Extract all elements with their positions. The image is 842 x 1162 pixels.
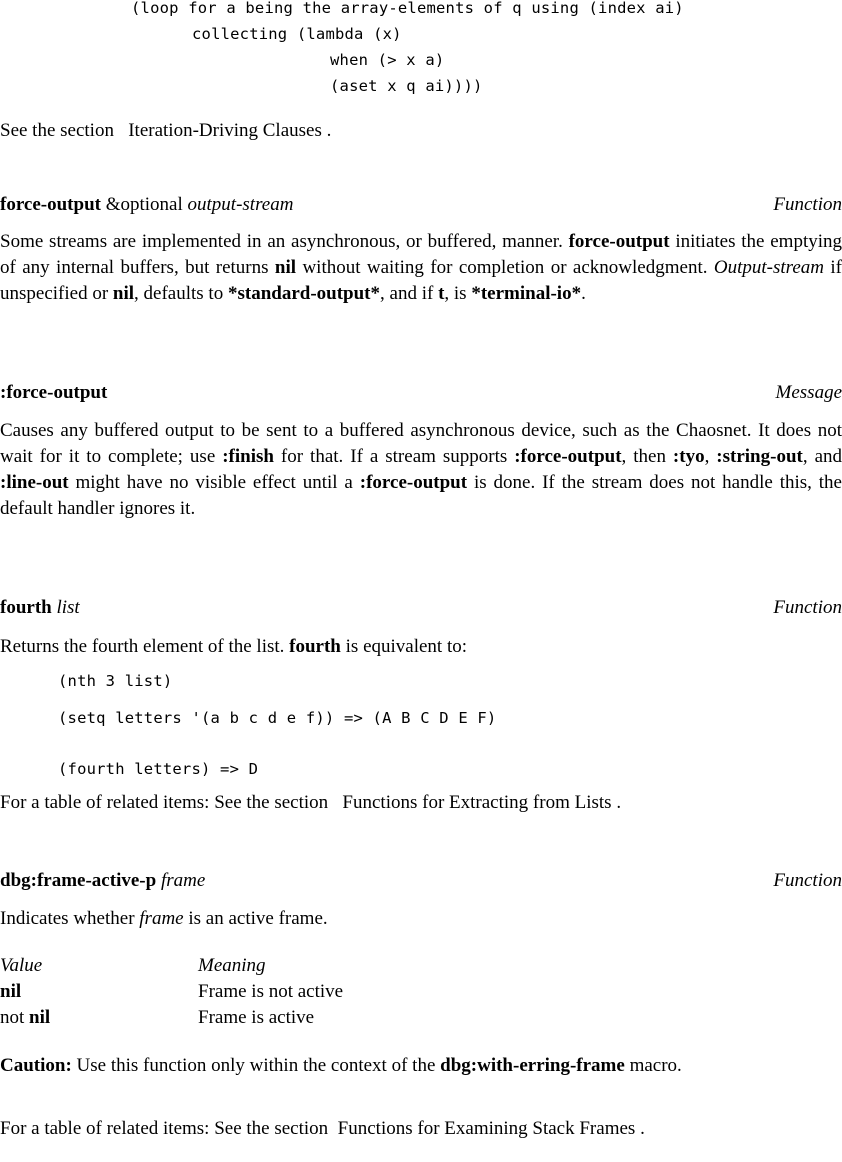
signature xyxy=(0,192,293,218)
inline-symbol: :force-output xyxy=(514,446,622,467)
see-also-paragraph xyxy=(0,1116,842,1142)
inline-symbol: nil xyxy=(274,257,297,278)
signature xyxy=(0,595,80,621)
inline-symbol: *standard-output* xyxy=(227,283,381,304)
text: , is xyxy=(444,283,472,304)
inline-symbol: :force-output xyxy=(359,472,468,493)
see-prefix: See the section xyxy=(0,120,114,141)
see-prefix: For a table of related items: See the section xyxy=(0,1118,329,1139)
code-line: (fourth letters) => D xyxy=(58,760,259,778)
inline-symbol: t xyxy=(438,283,445,304)
description-paragraph xyxy=(0,418,842,522)
text: , and if xyxy=(380,283,439,304)
text: macro. xyxy=(624,1055,682,1076)
text: . xyxy=(581,283,586,304)
text: initiates the emptying of any internal buffers, but returns xyxy=(0,231,842,278)
text: Returns the fourth element of the list. xyxy=(0,636,290,657)
text: , and xyxy=(802,446,842,467)
see-suffix: . xyxy=(616,792,622,813)
text: is equivalent to: xyxy=(340,636,468,657)
code-line: collecting (lambda (x) xyxy=(192,25,402,43)
inline-symbol: fourth xyxy=(289,636,341,657)
inline-symbol: nil xyxy=(0,981,22,1002)
inline-symbol: force-output xyxy=(568,231,670,252)
lambda-keyword: &optional xyxy=(105,194,183,215)
table-cell-value xyxy=(0,1005,50,1031)
entry-header-frame-active-p xyxy=(0,868,842,894)
table-header-value: Value xyxy=(0,955,43,976)
xref-link-functions-for-examining-stack-frames[interactable]: Functions for Examining Stack Frames xyxy=(337,1118,636,1139)
inline-argument: Output-stream xyxy=(713,257,824,278)
see-prefix: For a table of related items: See the section xyxy=(0,792,329,813)
message-name: :force-output xyxy=(0,382,108,403)
text: if unspecified or xyxy=(0,257,842,304)
text: Indicates whether xyxy=(0,908,140,929)
see-suffix: . xyxy=(640,1118,645,1139)
inline-symbol: nil xyxy=(112,283,135,304)
inline-symbol: :tyo xyxy=(672,446,705,467)
code-line: (setq letters '(a b c d e f)) => (A B C D E F) xyxy=(58,709,497,727)
entry-kind: Function xyxy=(773,597,842,618)
code-line: (aset x q ai)))) xyxy=(330,77,483,95)
inline-symbol: :string-out xyxy=(716,446,803,467)
text: without waiting for completion or acknowledgment. xyxy=(296,257,714,278)
table-row xyxy=(0,1005,842,1031)
description-paragraph xyxy=(0,229,842,307)
argument: output-stream xyxy=(187,194,294,215)
entry-header-force-output xyxy=(0,192,842,218)
inline-symbol: :finish xyxy=(222,446,274,467)
inline-argument: frame xyxy=(139,908,184,929)
caution-label: Caution: xyxy=(0,1055,72,1076)
table-row xyxy=(0,979,842,1005)
code-line: when (> x a) xyxy=(330,51,445,69)
text: , defaults to xyxy=(134,283,228,304)
function-name: force-output xyxy=(0,194,101,215)
table-cell-meaning: Frame is active xyxy=(198,1007,315,1028)
xref-link-iteration-driving-clauses[interactable]: Iteration-Driving Clauses xyxy=(128,120,322,141)
see-also-line xyxy=(0,119,331,143)
text: Causes any buffered output to be sent to a buffered asynchronous device, such as the Chaosnet. It does not wait for it to complete; use xyxy=(0,420,842,467)
inline-symbol: dbg:with-erring-frame xyxy=(440,1055,625,1076)
entry-kind: Function xyxy=(773,870,842,891)
see-also-line xyxy=(0,791,621,815)
text: is an active frame. xyxy=(183,908,328,929)
xref-link-functions-for-extracting-from-lists[interactable]: Functions for Extracting from Lists xyxy=(342,792,612,813)
description-paragraph xyxy=(0,906,842,932)
text: Some streams are implemented in an asynchronous, or buffered, manner. xyxy=(0,231,569,252)
table-header-row xyxy=(0,953,842,979)
inline-symbol: *terminal-io* xyxy=(471,283,582,304)
inline-symbol: :line-out xyxy=(0,472,69,493)
caution-paragraph xyxy=(0,1053,842,1079)
text: , xyxy=(704,446,717,467)
text: for that. If a stream supports xyxy=(273,446,515,467)
text: might have no visible effect until a xyxy=(68,472,360,493)
entry-kind: Function xyxy=(773,194,842,215)
inline-symbol: nil xyxy=(29,1007,51,1028)
entry-header-force-output-message xyxy=(0,380,842,406)
argument: frame xyxy=(160,870,206,891)
signature xyxy=(0,868,205,894)
text: , then xyxy=(621,446,673,467)
argument: list xyxy=(56,597,80,618)
table-header-meaning: Meaning xyxy=(198,955,266,976)
table-cell-value xyxy=(0,979,21,1005)
see-suffix: . xyxy=(326,120,332,141)
text: not xyxy=(0,1007,30,1028)
text: is done. If the stream does not handle this, the default handler ignores it. xyxy=(0,472,842,519)
code-line: (nth 3 list) xyxy=(58,672,173,690)
entry-header-fourth xyxy=(0,595,842,621)
text: Use this function only within the context of the xyxy=(71,1055,441,1076)
entry-kind: Message xyxy=(775,382,842,403)
code-line: (loop for a being the array-elements of q using (index ai) xyxy=(131,0,684,17)
function-name: dbg:frame-active-p xyxy=(0,870,157,891)
table-cell-meaning: Frame is not active xyxy=(198,981,344,1002)
function-name: fourth xyxy=(0,597,52,618)
description-paragraph xyxy=(0,634,842,660)
